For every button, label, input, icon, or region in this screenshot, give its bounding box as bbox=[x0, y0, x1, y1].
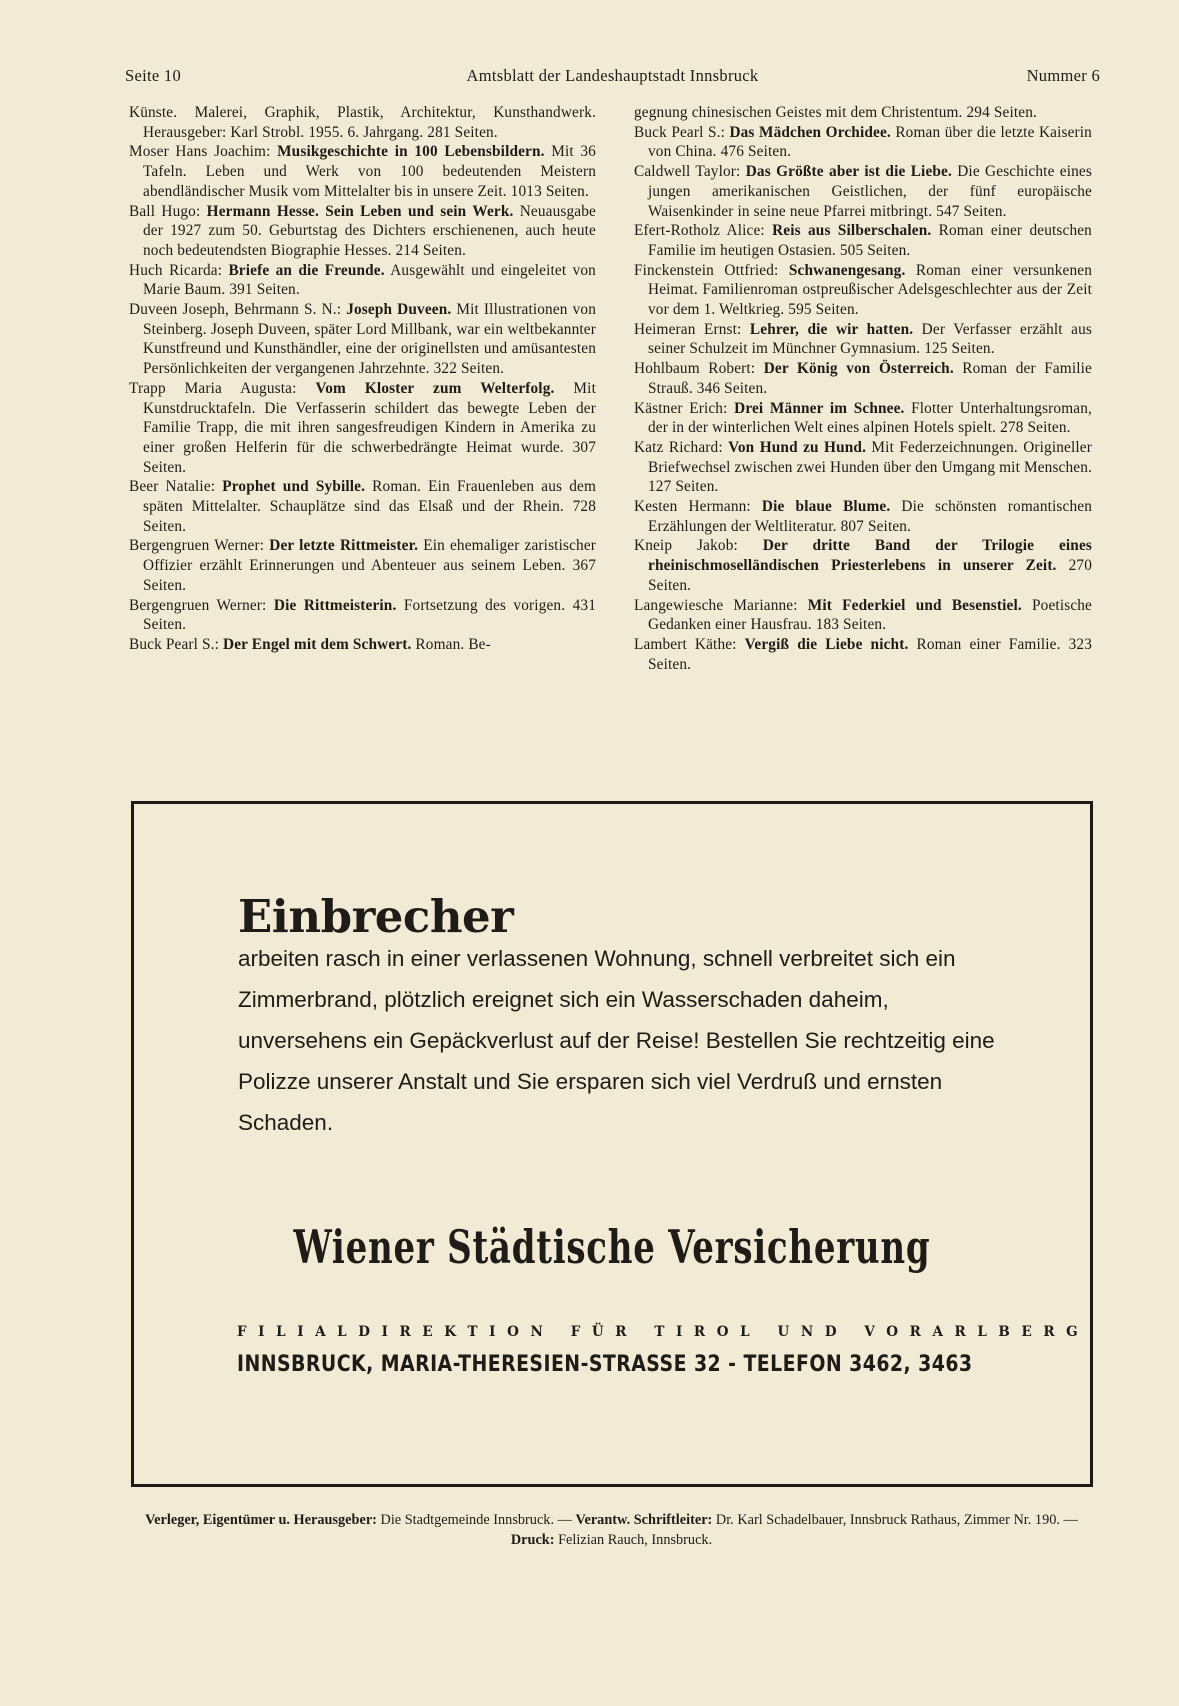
right-column bbox=[634, 103, 1092, 674]
book-author: Kästner Erich: bbox=[634, 399, 735, 417]
imprint-publisher-label: Verleger, Eigentümer u. Herausgeber: bbox=[145, 1512, 377, 1528]
book-title: Der König von Österreich. bbox=[763, 360, 954, 378]
book-entry bbox=[129, 596, 596, 635]
book-entry bbox=[634, 103, 1092, 123]
ad-branch-line: FILIALDIREKTION FÜR TIROL UND VORARLBERG bbox=[237, 1324, 1090, 1340]
book-description: Der Verfasser erzählt aus seiner Schulzeit im Münchner Gymnasium. 125 Seiten. bbox=[648, 320, 1092, 358]
book-entry bbox=[634, 162, 1092, 221]
imprint-footer bbox=[130, 1510, 1093, 1550]
book-title: Das Größte aber ist die Liebe. bbox=[745, 163, 952, 181]
book-entry bbox=[634, 221, 1092, 260]
book-description: Neuausgabe der 1927 zum 50. Geburtstag des Dichters erschienenen, auch heute noch bedeutendsten Biographie Hesses. 214 Seiten. bbox=[143, 202, 596, 259]
book-author: Bergengruen Werner: bbox=[129, 537, 270, 555]
book-entry bbox=[634, 320, 1092, 359]
book-title: Von Hund zu Hund. bbox=[728, 438, 867, 456]
book-author: Moser Hans Joachim: bbox=[129, 143, 278, 161]
book-author: Kesten Hermann: bbox=[634, 498, 762, 516]
insurance-advertisement bbox=[131, 801, 1093, 1487]
book-entry bbox=[129, 536, 596, 595]
page-header bbox=[125, 66, 1100, 92]
book-entry bbox=[634, 438, 1092, 497]
book-author: Caldwell Taylor: bbox=[634, 163, 746, 181]
book-title: Vergiß die Liebe nicht. bbox=[744, 635, 909, 653]
book-title: Hermann Hesse. Sein Leben und sein Werk. bbox=[206, 202, 514, 220]
book-title: Prophet und Sybille. bbox=[222, 478, 366, 496]
book-description: Mit Illustrationen von Steinberg. Joseph Duveen, später Lord Millbank, war ein weltbekannter Kunstfreund und Kunsthändler, eine der originellsten und amüsantesten Persönlichkeiten der vergangenen Jahrzehnte. 322 Seiten. bbox=[143, 301, 597, 378]
book-title: Der dritte Band der Trilogie eines rheinischmoselländischen Priesterlebens in unserer Zeit. bbox=[648, 537, 1092, 575]
book-author: Hohlbaum Robert: bbox=[634, 360, 764, 378]
book-description: Fortsetzung des vorigen. 431 Seiten. bbox=[143, 596, 597, 634]
book-entry bbox=[634, 497, 1092, 536]
book-author: Finckenstein Ottfried: bbox=[634, 261, 789, 279]
publication-title: Amtsblatt der Landeshauptstadt Innsbruck bbox=[466, 66, 759, 85]
book-author: Bergengruen Werner: bbox=[129, 596, 274, 614]
book-description: Poetische Gedanken einer Hausfrau. 183 Seiten. bbox=[648, 596, 1092, 634]
book-description: Ein ehemaliger zaristischer Offizier erzählt Erinnerungen und Abenteuer aus seinem Leben. 367 Seiten. bbox=[143, 537, 597, 594]
book-title: Die Rittmeisterin. bbox=[273, 596, 397, 614]
book-entry bbox=[129, 103, 596, 142]
ad-body-text: arbeiten rasch in einer verlassenen Wohnung, schnell verbreitet sich ein Zimmerbrand, plötzlich ereignet sich ein Wasserschaden daheim, unversehens ein Gepäckverlust auf der Reise! Bestellen Sie rechtzeitig eine Polizze unserer Anstalt und Sie ersparen sich viel Verdruß und ernsten Schaden. bbox=[238, 946, 995, 1135]
book-author: Duveen Joseph, Behrmann S. N.: bbox=[129, 301, 347, 319]
book-author: Langewiesche Marianne: bbox=[634, 596, 808, 614]
book-entry bbox=[634, 635, 1092, 674]
book-description: Roman. Ein Frauenleben aus dem späten Mittelalter. Schauplätze sind das Elsaß und der Rhein. 728 Seiten. bbox=[143, 478, 596, 535]
ad-headline: Einbrecher bbox=[238, 890, 514, 943]
book-title: Musikgeschichte in 100 Lebensbildern. bbox=[277, 143, 545, 161]
book-author: Beer Natalie: bbox=[129, 478, 223, 496]
book-entry bbox=[129, 477, 596, 536]
book-description: Die Geschichte eines jungen amerikanischen Geistlichen, der fünf europäische Waisenkinder in seine neue Pfarrei mitbringt. 547 Seiten. bbox=[648, 163, 1092, 220]
book-description: Roman einer Familie. 323 Seiten. bbox=[648, 635, 1093, 673]
page-number: Seite 10 bbox=[125, 66, 182, 85]
book-author: Katz Richard: bbox=[634, 438, 729, 456]
book-description: Roman einer versunkenen Heimat. Familienroman ostpreußischer Adelsgeschlechter aus der Zeit vor dem 1. Weltkrieg. 595 Seiten. bbox=[648, 261, 1092, 319]
book-description: Die schönsten romantischen Erzählungen der Weltliteratur. 807 Seiten. bbox=[648, 498, 1092, 535]
book-author: Trapp Maria Augusta: bbox=[129, 379, 316, 397]
book-description: 270 Seiten. bbox=[648, 557, 1092, 594]
book-description: Mit Federzeichnungen. Origineller Briefwechsel zwischen zwei Hunden über den Umgang mit Menschen. 127 Seiten. bbox=[648, 438, 1092, 496]
book-title: Mit Federkiel und Besenstiel. bbox=[807, 596, 1022, 614]
book-description: gegnung chinesischen Geistes mit dem Christentum. 294 Seiten. bbox=[634, 104, 1037, 121]
book-title: Reis aus Silberschalen. bbox=[772, 222, 932, 240]
book-title: Der Engel mit dem Schwert. bbox=[223, 635, 412, 653]
book-author: Kneip Jakob: bbox=[634, 537, 763, 555]
book-title: Schwanengesang. bbox=[788, 261, 906, 279]
book-author: Efert-Rotholz Alice: bbox=[634, 222, 773, 240]
ad-company-name: Wiener Städtische Versicherung bbox=[293, 1220, 931, 1274]
imprint-publisher: Die Stadtgemeinde Innsbruck. — bbox=[376, 1512, 576, 1528]
book-title: Die blaue Blume. bbox=[761, 498, 891, 516]
issue-number: Nummer 6 bbox=[1026, 66, 1100, 85]
book-title: Briefe an die Freunde. bbox=[228, 261, 385, 279]
book-entry bbox=[634, 359, 1092, 398]
book-entry bbox=[129, 261, 596, 300]
book-title: Drei Männer im Schnee. bbox=[734, 399, 905, 417]
book-description: Künste. Malerei, Graphik, Plastik, Architektur, Kunsthandwerk. Herausgeber: Karl Strobl. 1955. 6. Jahrgang. 281 Seiten. bbox=[129, 104, 596, 141]
book-entry bbox=[634, 536, 1092, 595]
book-title: Joseph Duveen. bbox=[346, 301, 452, 319]
imprint-printer: Felizian Rauch, Innsbruck. bbox=[554, 1532, 713, 1548]
book-author: Ball Hugo: bbox=[129, 202, 207, 220]
book-entry bbox=[634, 596, 1092, 635]
book-entry bbox=[634, 261, 1092, 320]
book-entry bbox=[634, 123, 1092, 162]
book-entry bbox=[129, 635, 596, 655]
book-entry bbox=[129, 142, 596, 201]
book-author: Buck Pearl S.: bbox=[634, 123, 730, 141]
book-entry bbox=[634, 399, 1092, 438]
book-description: Mit Kunstdrucktafeln. Die Verfasserin schildert das bewegte Leben der Familie Trapp, die mit ihren sangesfreudigen Kindern in Amerika zu einer großen Helferin für die schwerbedrängte Heimat wurde. 307 Seiten. bbox=[143, 379, 596, 476]
book-title: Vom Kloster zum Welterfolg. bbox=[315, 379, 555, 397]
book-entry bbox=[129, 379, 596, 478]
book-entry bbox=[129, 300, 596, 379]
book-description: Mit 36 Tafeln. Leben und Werk von 100 bedeutenden Meistern abendländischer Musik vom Mittelalter bis in unsere Zeit. 1013 Seiten. bbox=[143, 143, 596, 200]
book-description: Roman einer deutschen Familie im heutigen Ostasien. 505 Seiten. bbox=[648, 222, 1092, 259]
book-description: Flotter Unterhaltungsroman, der in der winterlichen Welt eines alpinen Hotels spielt. 278 Seiten. bbox=[648, 399, 1092, 437]
book-author: Buck Pearl S.: bbox=[129, 635, 224, 653]
book-entry bbox=[129, 202, 596, 261]
book-title: Lehrer, die wir hatten. bbox=[749, 320, 914, 338]
imprint-printer-label: Druck: bbox=[510, 1532, 555, 1548]
book-title: Das Mädchen Orchidee. bbox=[729, 123, 891, 141]
imprint-editor: Dr. Karl Schadelbauer, Innsbruck Rathaus, Zimmer Nr. 190. — bbox=[712, 1512, 1078, 1528]
book-description: Roman. Be- bbox=[411, 635, 491, 653]
book-author: Heimeran Ernst: bbox=[634, 320, 750, 338]
left-column bbox=[129, 103, 596, 655]
book-description: Roman der Familie Strauß. 346 Seiten. bbox=[648, 360, 1092, 397]
book-author: Lambert Käthe: bbox=[634, 635, 745, 653]
book-description: Ausgewählt und eingeleitet von Marie Baum. 391 Seiten. bbox=[143, 261, 596, 299]
book-author: Huch Ricarda: bbox=[129, 261, 229, 279]
ad-address-line: INNSBRUCK, MARIA-THERESIEN-STRASSE 32 - TELEFON 3462, 3463 bbox=[237, 1352, 973, 1377]
book-title: Der letzte Rittmeister. bbox=[269, 537, 419, 555]
book-description: Roman über die letzte Kaiserin von China. 476 Seiten. bbox=[648, 123, 1092, 161]
imprint-editor-label: Verantw. Schriftleiter: bbox=[575, 1512, 713, 1528]
